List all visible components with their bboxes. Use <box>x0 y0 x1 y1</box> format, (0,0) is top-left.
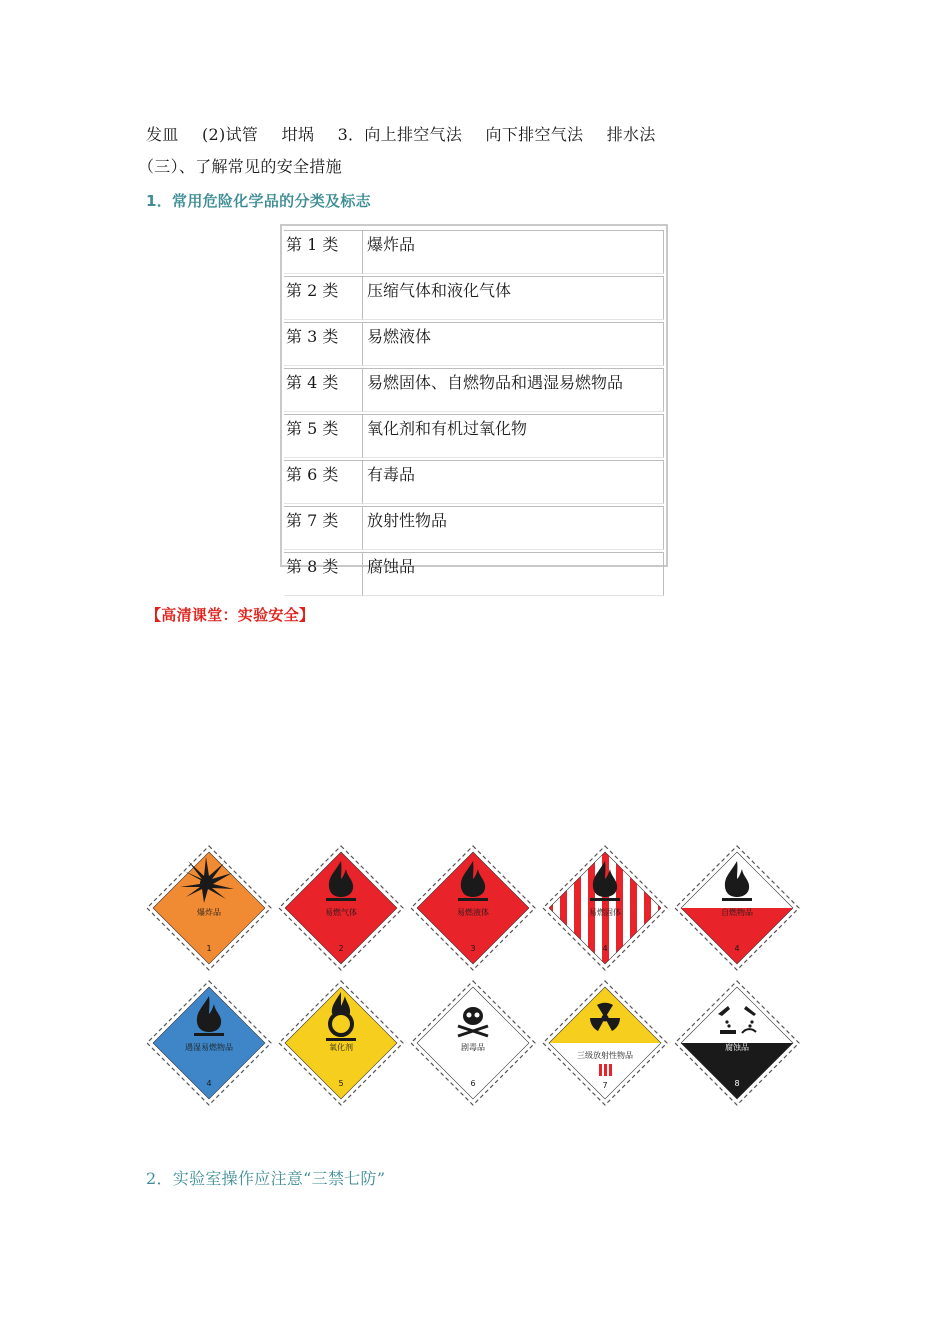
section-heading-hazard-classes: 1．常用危险化学品的分类及标志 <box>146 192 371 210</box>
hazard-description-cell: 易燃固体、自燃物品和遇湿易燃物品 <box>363 368 664 412</box>
placard-number: 2 <box>338 944 344 953</box>
placard-label: 易燃液体 <box>457 908 489 917</box>
table-row <box>284 276 664 320</box>
placard-number: 4 <box>602 944 608 953</box>
placard-label: 易燃气体 <box>325 908 357 917</box>
placard-graphic <box>672 978 802 1108</box>
placard-graphic <box>540 843 670 973</box>
placard-label: 爆炸品 <box>197 908 221 917</box>
placard-graphic <box>672 843 802 973</box>
hazard-description-cell: 氧化剂和有机过氧化物 <box>363 414 664 458</box>
table-row <box>284 552 664 596</box>
hazard-class-cell: 第 1 类 <box>284 230 363 274</box>
hazard-placard <box>144 843 274 973</box>
video-placeholder[interactable] <box>140 640 810 830</box>
hazard-class-cell: 第 2 类 <box>284 276 363 320</box>
answer-part: 3．向上排空气法 <box>337 125 463 144</box>
placard-label: 剧毒品 <box>461 1043 485 1052</box>
answer-part: 坩埚 <box>281 125 315 144</box>
placard-number: 4 <box>734 944 740 953</box>
table-row <box>284 368 664 412</box>
hazard-placard <box>540 843 670 973</box>
placard-graphic <box>408 843 538 973</box>
table-row <box>284 230 664 274</box>
placard-number: 3 <box>470 944 476 953</box>
placard-graphic <box>276 978 406 1108</box>
hazard-class-cell: 第 5 类 <box>284 414 363 458</box>
placard-label: 三级放射性物品 <box>577 1051 633 1060</box>
placard-graphic <box>540 978 670 1108</box>
hazard-placard <box>276 978 406 1108</box>
section-title-safety: （三）、了解常见的安全措施 <box>138 157 342 176</box>
placard-label: 腐蚀品 <box>725 1043 749 1052</box>
placard-graphic <box>408 978 538 1108</box>
hazard-placard <box>672 978 802 1108</box>
hazard-description-cell: 放射性物品 <box>363 506 664 550</box>
table-row <box>284 414 664 458</box>
hazard-placard <box>672 843 802 973</box>
instrument-answer-line <box>146 122 656 145</box>
table-row <box>284 460 664 504</box>
answer-part: 排水法 <box>606 125 656 144</box>
hazard-description-cell: 爆炸品 <box>363 230 664 274</box>
hazard-description-cell: 易燃液体 <box>363 322 664 366</box>
placard-graphic <box>144 843 274 973</box>
placard-label: 氧化剂 <box>329 1043 353 1052</box>
hazard-class-cell: 第 8 类 <box>284 552 363 596</box>
section-heading-lab-rules: 2．实验室操作应注意“三禁七防” <box>146 1169 386 1188</box>
placard-number: 5 <box>338 1079 344 1088</box>
placard-number: 4 <box>206 1079 212 1088</box>
hazard-placard <box>408 978 538 1108</box>
hazard-class-cell: 第 6 类 <box>284 460 363 504</box>
placard-number: 6 <box>470 1079 476 1088</box>
hazard-class-cell: 第 3 类 <box>284 322 363 366</box>
hazard-class-cell: 第 7 类 <box>284 506 363 550</box>
hazard-placard <box>408 843 538 973</box>
placard-graphic <box>276 843 406 973</box>
placard-label: 易燃固体 <box>589 908 621 917</box>
hazard-class-cell: 第 4 类 <box>284 368 363 412</box>
placard-number: 8 <box>734 1079 740 1088</box>
hazard-class-table <box>280 224 668 576</box>
hazard-description-cell: 压缩气体和液化气体 <box>363 276 664 320</box>
placard-graphic <box>144 978 274 1108</box>
video-heading: 【高清课堂：实验安全】 <box>146 606 315 624</box>
placard-label: 遇湿易燃物品 <box>185 1043 233 1052</box>
answer-part: (2)试管 <box>202 125 259 144</box>
hazard-description-cell: 腐蚀品 <box>363 552 664 596</box>
placard-number: 1 <box>206 944 212 953</box>
table-row <box>284 322 664 366</box>
hazard-description-cell: 有毒品 <box>363 460 664 504</box>
placard-label: 自燃物品 <box>721 908 753 917</box>
answer-part: 向下排空气法 <box>485 125 584 144</box>
hazard-placard <box>144 978 274 1108</box>
answer-part: 发皿 <box>146 125 179 144</box>
hazard-placard <box>276 843 406 973</box>
hazard-placard <box>540 978 670 1108</box>
table-row <box>284 506 664 550</box>
placard-number: 7 <box>602 1081 608 1090</box>
